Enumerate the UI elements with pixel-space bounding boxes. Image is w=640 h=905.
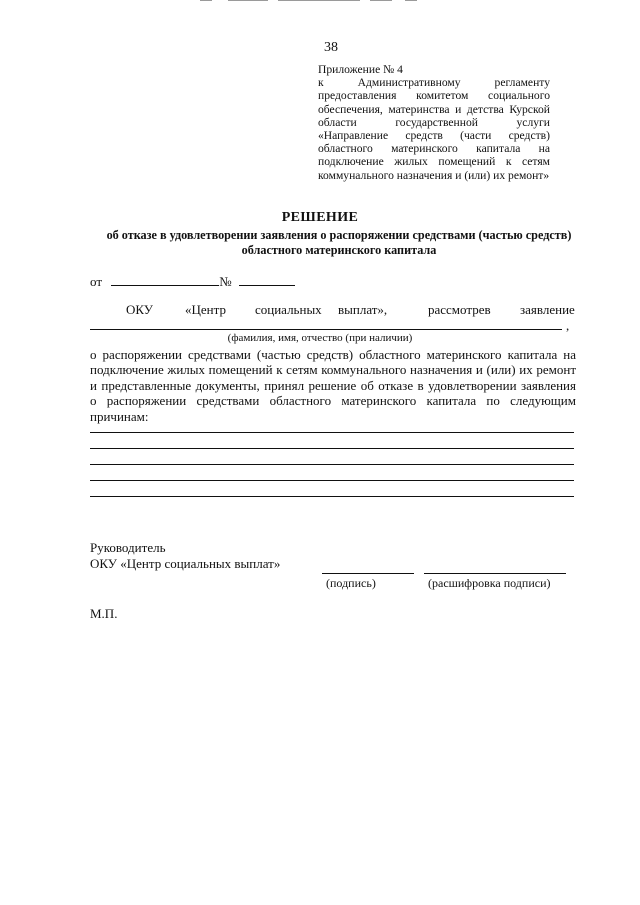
paragraph-line: о распоряжении средствами областного материнского капитала по следующим xyxy=(90,393,576,409)
reason-line[interactable] xyxy=(90,464,574,465)
reason-line[interactable] xyxy=(90,448,574,449)
fio-comma: , xyxy=(566,318,570,333)
page-number: 38 xyxy=(324,40,338,55)
paragraph-line: и представленные документы, принял решение об отказе в удовлетворении заявления xyxy=(90,377,576,393)
head-title-line: Руководитель xyxy=(90,540,166,555)
reason-line[interactable] xyxy=(90,432,574,433)
intro-word: ОКУ xyxy=(126,302,154,317)
stamp-place-label: М.П. xyxy=(90,606,118,621)
scan-artifact-marks xyxy=(200,0,450,3)
applicant-name-caption: (фамилия, имя, отчество (при наличии) xyxy=(227,332,413,344)
date-number-row xyxy=(90,274,295,290)
appendix-block xyxy=(318,63,550,182)
intro-word: рассмотрев xyxy=(428,302,491,317)
signature-decoding-caption: (расшифровка подписи) xyxy=(428,576,551,590)
date-field[interactable] xyxy=(111,275,219,286)
intro-word: выплат», xyxy=(338,302,388,317)
signature-decoding-field[interactable] xyxy=(424,573,566,574)
intro-word: «Центр xyxy=(185,302,226,317)
applicant-name-field[interactable] xyxy=(90,329,562,330)
decision-paragraph xyxy=(90,347,576,424)
signature-caption: (подпись) xyxy=(326,576,376,590)
document-title: РЕШЕНИЕ xyxy=(281,210,359,225)
appendix-number: Приложение № 4 xyxy=(318,63,403,76)
head-position xyxy=(90,540,280,572)
from-label: от xyxy=(90,274,103,289)
number-field[interactable] xyxy=(239,275,295,286)
reasons-block xyxy=(90,432,574,512)
intro-word: заявление xyxy=(520,302,575,317)
signature-field[interactable] xyxy=(322,573,414,574)
appendix-reference: к Административному регламенту предоставления комитетом социального обеспечения, материнства и детства Курской области государственной услуги «Направление средств (части средств) областного материнского капитала на подключение жилых помещений к сетям коммунального назначения и (или) их ремонт» xyxy=(318,76,550,182)
paragraph-line: о распоряжении средствами (частью средств) областного материнского капитала на xyxy=(90,347,576,362)
reason-line[interactable] xyxy=(90,496,574,497)
paragraph-line: причинам: xyxy=(90,408,149,424)
paragraph-line: подключение жилых помещений к сетям коммунального назначения и (или) их ремонт xyxy=(90,362,576,378)
head-org-line: ОКУ «Центр социальных выплат» xyxy=(90,556,281,571)
intro-word: социальных xyxy=(255,302,322,317)
document-subtitle: об отказе в удовлетворении заявления о распоряжении средствами (частью средств) областного материнского капитала xyxy=(106,228,572,257)
reason-line[interactable] xyxy=(90,480,574,481)
number-label: № xyxy=(219,274,232,289)
